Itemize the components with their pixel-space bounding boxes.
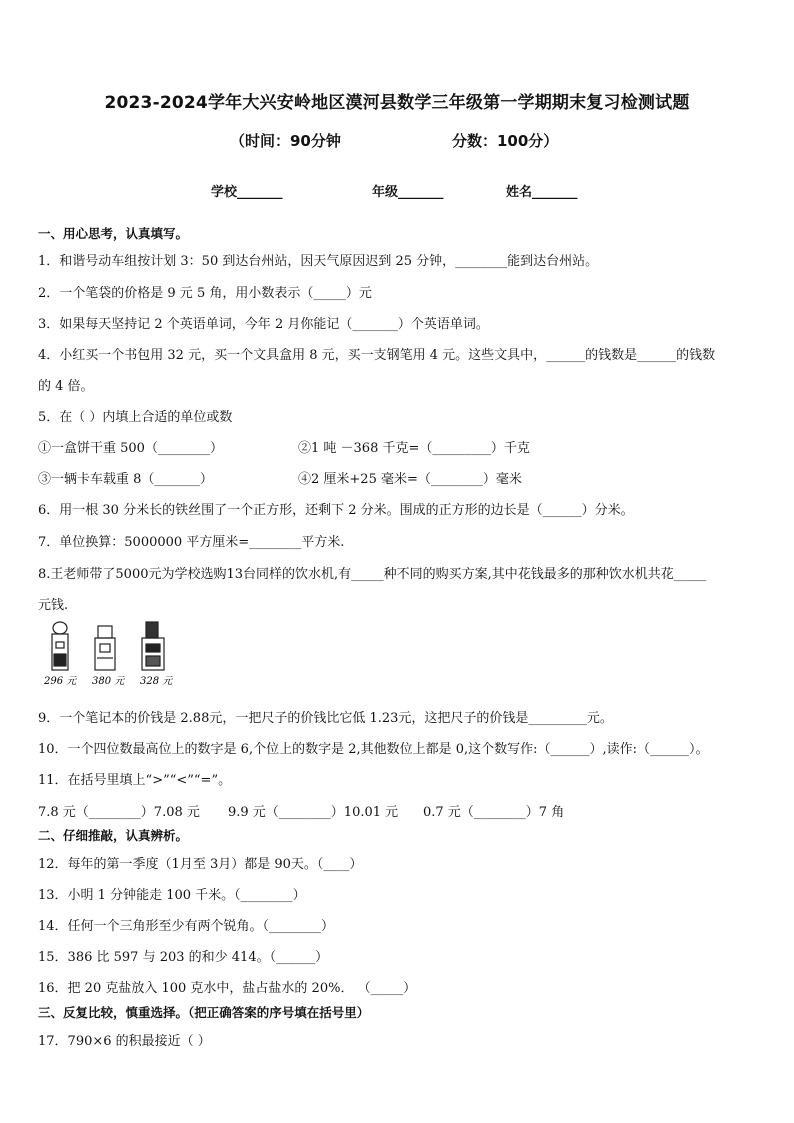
question-17: 17．790×6 的积最接近（ ） bbox=[38, 1034, 211, 1049]
question-16: 16．把 20 克盐放入 100 克水中，盐占盐水的 20%． （_____） bbox=[38, 981, 417, 996]
section-heading-2: 二、仔细推敲，认真辨析。 bbox=[38, 828, 189, 843]
question-9: 9．一个笔记本的价钱是 2.88元，一把尺子的价钱比它低 1.23元，这把尺子的价钱是_________元。 bbox=[38, 711, 613, 726]
school-field: 学校_______ bbox=[211, 185, 283, 200]
grade-field: 年级_______ bbox=[372, 185, 444, 200]
question-11: 11．在括号里填上“>”“<”“=”。 bbox=[38, 773, 232, 788]
price-label: 380 元 bbox=[92, 676, 125, 687]
question-6: 6．用一根 30 分米长的铁丝围了一个正方形，还剩下 2 分米。围成的正方形的边长是（______）分米。 bbox=[38, 503, 634, 518]
q11-item-1: 7.8 元（________）7.08 元 bbox=[38, 805, 200, 820]
question-14: 14．任何一个三角形至少有两个锐角。（________） bbox=[38, 919, 335, 934]
section-heading-1: 一、用心思考，认真填写。 bbox=[38, 226, 189, 241]
q5-item-3: ③一辆卡车载重 8（_______） bbox=[38, 472, 213, 487]
q5-item-4: ④2 厘米+25 毫米=（________）毫米 bbox=[298, 472, 522, 487]
q11-item-3: 0.7 元（________）7 角 bbox=[423, 805, 565, 820]
question-8-cont: 元钱. bbox=[38, 598, 69, 613]
exam-score: 分数：100分） bbox=[452, 132, 559, 150]
question-8: 8.王老师带了5000元为学校选购13台同样的饮水机,有_____种不同的购买方案,其中花钱最多的那种饮水机共花_____ bbox=[38, 567, 707, 582]
q5-item-2: ②1 吨 －368 千克=（_________）千克 bbox=[298, 441, 530, 456]
question-7: 7．单位换算：5000000 平方厘米=________平方米. bbox=[38, 535, 345, 550]
price-label: 328 元 bbox=[140, 676, 173, 687]
question-1: 1．和谐号动车组按计划 3：50 到达台州站，因天气原因迟到 25 分钟，________能到达台州站。 bbox=[38, 254, 599, 269]
question-10: 10．一个四位数最高位上的数字是 6,个位上的数字是 2,其他数位上都是 0,这个数写作:（______）,读作:（______）。 bbox=[38, 742, 709, 757]
water-dispenser-illustration bbox=[40, 618, 190, 690]
question-5: 5．在（ ）内填上合适的单位或数 bbox=[38, 410, 233, 425]
name-field: 姓名_______ bbox=[506, 185, 578, 200]
question-12: 12．每年的第一季度（1月至 3月）都是 90天。（____） bbox=[38, 857, 363, 872]
question-3: 3．如果每天坚持记 2 个英语单词，今年 2 月你能记（_______）个英语单词。 bbox=[38, 317, 489, 332]
q11-item-2: 9.9 元（________）10.01 元 bbox=[228, 805, 399, 820]
exam-time: （时间：90分钟 bbox=[230, 132, 341, 150]
question-15: 15．386 比 597 与 203 的和少 414。（______） bbox=[38, 950, 329, 965]
question-2: 2．一个笔袋的价格是 9 元 5 角，用小数表示（_____）元 bbox=[38, 286, 372, 301]
question-4: 4．小红买一个书包用 32 元，买一个文具盒用 8 元，买一支钢笔用 4 元。这些文具中，______的钱数是______的钱数 bbox=[38, 348, 716, 363]
page-title: 2023-2024学年大兴安岭地区漠河县数学三年级第一学期期末复习检测试题 bbox=[104, 93, 690, 113]
question-13: 13．小明 1 分钟能走 100 千米。（________） bbox=[38, 888, 306, 903]
price-label: 296 元 bbox=[44, 676, 77, 687]
question-4-cont: 的 4 倍。 bbox=[38, 379, 94, 394]
q5-item-1: ①一盒饼干重 500（________） bbox=[38, 441, 223, 456]
section-heading-3: 三、反复比较，慎重选择。（把正确答案的序号填在括号里） bbox=[38, 1005, 370, 1020]
